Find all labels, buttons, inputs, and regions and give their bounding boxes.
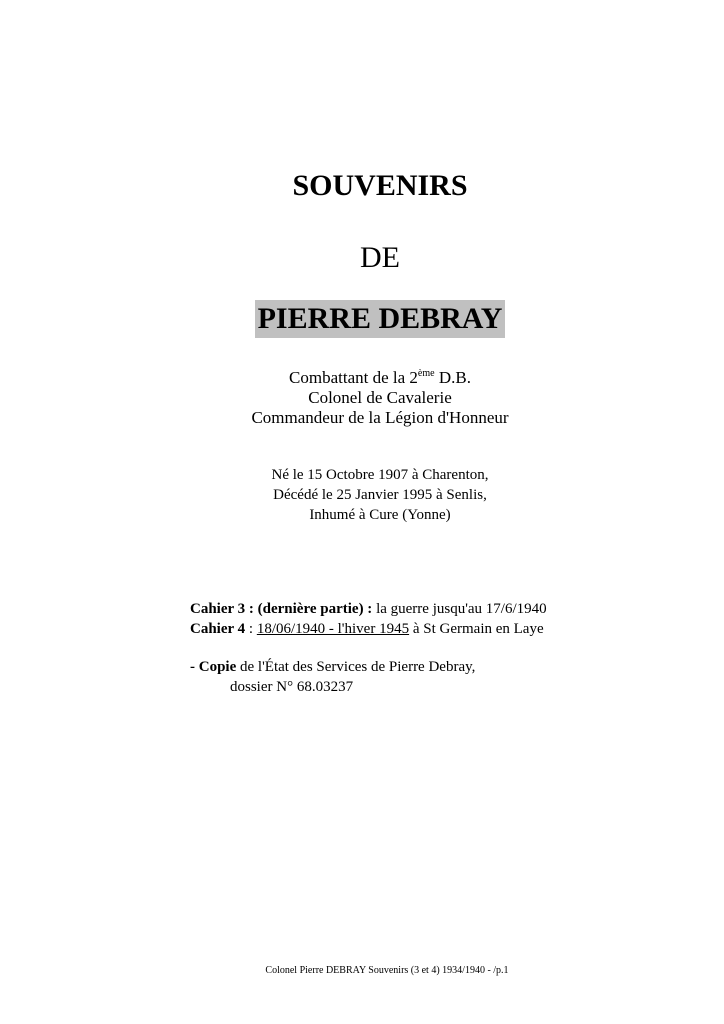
name-container	[0, 300, 724, 345]
copie-line	[190, 657, 670, 677]
cahier-3-text: la guerre jusqu'au 17/6/1940	[372, 601, 547, 617]
bio-birth: Né le 15 Octobre 1907 à Charenton,	[271, 467, 489, 483]
cahier-3-line	[190, 599, 670, 619]
bio-death: Décédé le 25 Janvier 1995 à Senlis,	[273, 487, 487, 503]
rank-division-suffix: D.B.	[434, 368, 471, 387]
copie-label: - Copie	[190, 659, 237, 675]
rank-line-colonel: Colonel de Cavalerie	[308, 388, 452, 407]
rank-line-division	[36, 368, 724, 388]
cahier-4-label: Cahier 4	[190, 621, 246, 637]
rank-division-text: Combattant de la 2	[289, 368, 418, 387]
cahier-4-line	[190, 619, 670, 639]
rank-line-legion: Commandeur de la Légion d'Honneur	[251, 408, 509, 427]
rank-division-superscript: ème	[417, 368, 435, 379]
notes-block	[190, 599, 670, 697]
cahier-3-label: Cahier 3 : (dernière partie) :	[190, 601, 373, 617]
cahier-4-separator: :	[245, 621, 257, 637]
title-connector: DE	[360, 241, 400, 274]
cahier-4-dates: 18/06/1940 - l'hiver 1945	[256, 621, 410, 637]
person-name-highlighted: PIERRE DEBRAY	[255, 300, 506, 338]
copie-text: de l'État des Services de Pierre Debray,	[236, 659, 476, 675]
notes-spacer	[190, 639, 670, 657]
bio-block	[0, 465, 724, 525]
cahier-4-text: à St Germain en Laye	[409, 621, 544, 637]
bio-burial: Inhumé à Cure (Yonne)	[309, 507, 451, 523]
page-footer: Colonel Pierre DEBRAY Souvenirs (3 et 4) 1934/1940 - /p.1	[265, 965, 509, 976]
dossier-line: dossier N° 68.03237	[230, 679, 354, 695]
document-title: SOUVENIRS	[292, 169, 468, 202]
ranks-block	[0, 368, 724, 428]
